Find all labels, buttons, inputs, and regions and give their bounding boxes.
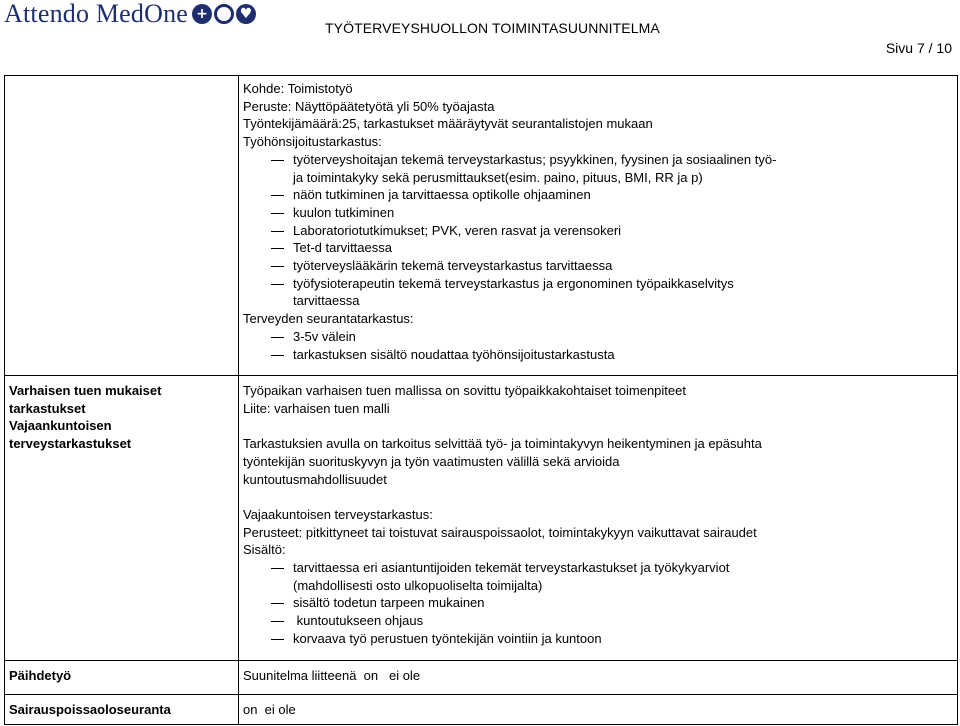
text-line: työntekijän suorituskyvyn ja työn vaatimusten välillä sekä arvioida [243,453,620,469]
text-line: Peruste: Näyttöpäätetyötä yli 50% työajasta [243,98,495,114]
list-item: tarvittaessa eri asiantuntijoiden tekemät terveystarkastukset ja työkykyarviot (mahdollisesti osto ulkopuoliselta toimijalta) [243,559,953,594]
text-line: Kohde: Toimistotyö [243,81,353,96]
row-content: on ei ole [239,695,958,725]
table-row [5,695,958,725]
document-title: TYÖTERVEYSHUOLLON TOIMINTASUUNNITELMA [325,20,660,36]
heart-circle-icon: ♥ [236,4,256,24]
list-item: korvaava työ perustuen työntekijän vointiin ja kuntoon [243,630,953,648]
row-content [239,376,958,661]
list-item: Tet-d tarvittaessa [243,239,953,257]
row-content [239,76,958,376]
text-line: Työhönsijoitustarkastus: [243,134,382,150]
bullet-list [243,559,953,648]
plus-circle-icon: + [192,4,212,24]
row-label: Varhaisen tuen mukaiset tarkastukset Vajaankuntoisen terveystarkastukset [5,376,239,661]
row-content: Suunitelma liitteenä on ei ole [239,661,958,695]
bullet-list [243,328,953,363]
page-number: Sivu 7 / 10 [885,40,952,56]
ring-icon [214,4,234,24]
table-row [5,76,958,376]
list-item: sisältö todetun tarpeen mukainen [243,594,953,612]
text-line: Tarkastuksien avulla on tarkoitus selvittää työ- ja toimintakyvyn heikentyminen ja epäsuhta [243,436,762,452]
text-line: Työntekijämäärä:25, tarkastukset määräytyvät seurantalistojen mukaan [243,116,653,132]
text-line: Vajaakuntoisen terveystarkastus: [243,506,433,522]
text-line: Liite: varhaisen tuen malli [243,400,390,416]
table-row [5,661,958,695]
list-item: kuntoutukseen ohjaus [243,612,953,630]
brand-logo [4,0,258,28]
text-line: kuntoutusmahdollisuudet [243,471,387,487]
section-heading: Terveyden seurantatarkastus: [243,311,414,327]
list-item: työterveyslääkärin tekemä terveystarkastus tarvittaessa [243,257,953,275]
list-item: Laboratoriotutkimukset; PVK, veren rasvat ja verensokeri [243,222,953,240]
list-item: tarkastuksen sisältö noudattaa työhönsijoitustarkastusta [243,346,953,364]
row-label: Sairauspoissaoloseuranta [5,695,239,725]
list-item: näön tutkiminen ja tarvittaessa optikolle ohjaaminen [243,186,953,204]
bullet-list [243,151,953,310]
plan-table [4,75,958,725]
text-line: Sisältö: [243,542,286,558]
logo-icons [192,4,258,24]
text-line: Perusteet: pitkittyneet tai toistuvat sairauspoissaolot, toimintakykyyn vaikuttavat sairaudet [243,524,757,540]
table-row [5,376,958,661]
list-item: 3-5v välein [243,328,953,346]
list-item: kuulon tutkiminen [243,204,953,222]
logo-text: Attendo MedOne [4,0,189,28]
text-line: Työpaikan varhaisen tuen mallissa on sovittu työpaikkakohtaiset toimenpiteet [243,383,686,398]
list-item: työfysioterapeutin tekemä terveystarkastus ja ergonominen työpaikkaselvitys tarvittaessa [243,275,953,310]
row-label-empty [5,76,239,376]
row-label: Päihdetyö [5,661,239,695]
list-item: työterveyshoitajan tekemä terveystarkastus; psyykkinen, fyysinen ja sosiaalinen työ- ja toimintakyky sekä perusmittaukset(esim. paino, pituus, BMI, RR ja p) [243,151,953,186]
